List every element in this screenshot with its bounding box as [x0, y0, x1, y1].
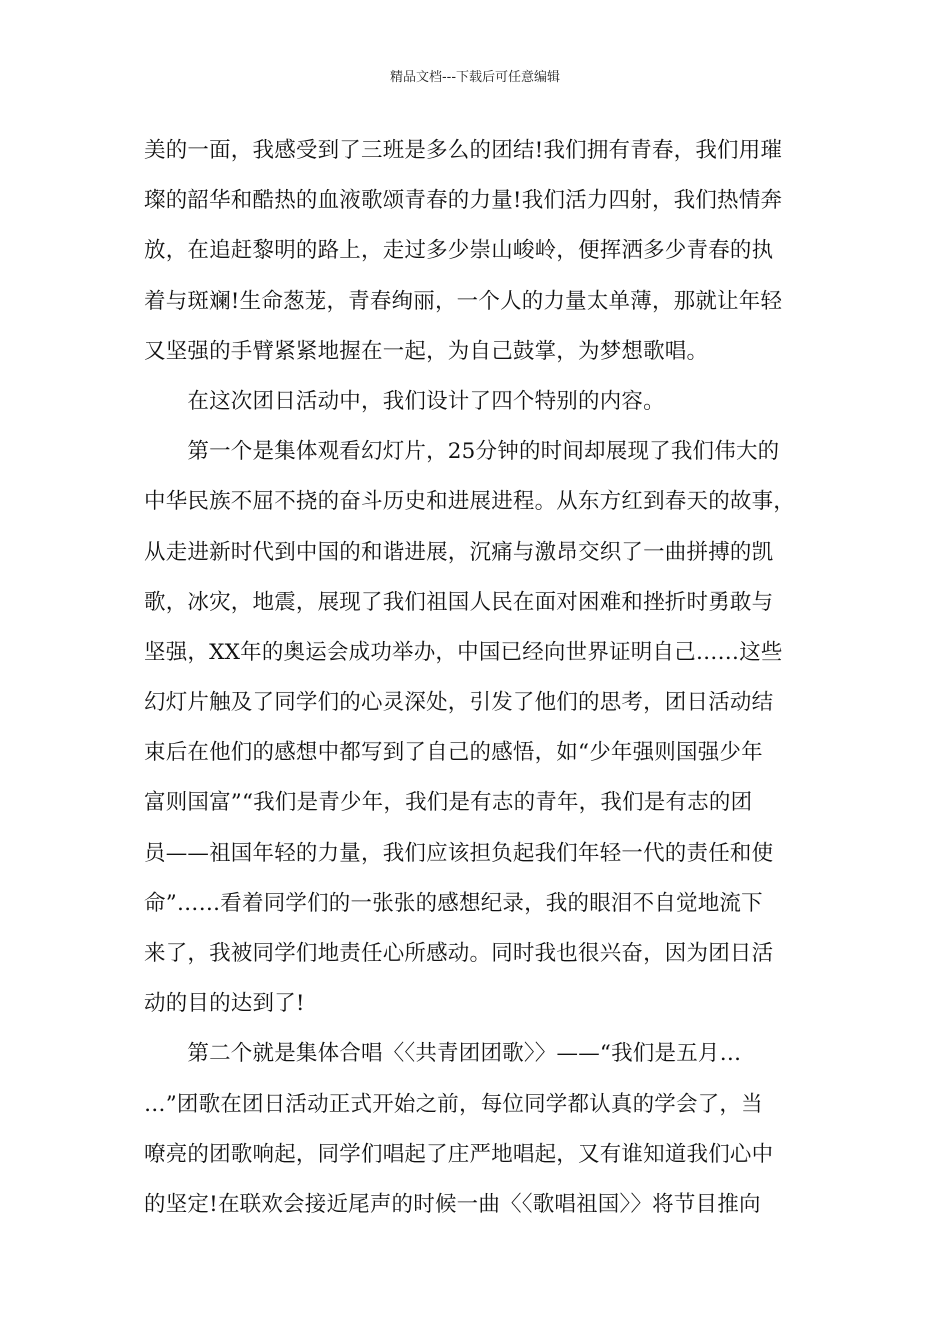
- document-body: [144, 126, 824, 1230]
- text-line: 动的目的达到了!: [144, 991, 305, 1017]
- text-line: 第一个是集体观看幻灯片，25分钟的时间却展现了我们伟大的: [144, 439, 780, 465]
- text-line: 幻灯片触及了同学们的心灵深处，引发了他们的思考，团日活动结: [144, 690, 774, 716]
- text-line: 歌，冰灾，地震，展现了我们祖国人民在面对困难和挫折时勇敢与: [144, 589, 774, 615]
- text-line: 又坚强的手臂紧紧地握在一起，为自己鼓掌，为梦想歌唱。: [144, 338, 709, 364]
- text-line: 坚强，XX年的奥运会成功举办，中国已经向世界证明自己……这些: [144, 639, 783, 665]
- text-line: 来了，我被同学们地责任心所感动。同时我也很兴奋，因为团日活: [144, 941, 774, 966]
- text-line: 第二个就是集体合唱〈〈共青团团歌〉〉——“我们是五月…: [144, 1041, 742, 1067]
- text-line: 美的一面，我感受到了三班是多么的团结!我们拥有青春，我们用璀: [144, 138, 783, 163]
- text-line: 在这次团日活动中，我们设计了四个特别的内容。: [144, 388, 665, 414]
- text-line: 放，在追赶黎明的路上，走过多少崇山峻岭，便挥洒多少青春的执: [144, 238, 774, 264]
- text-line: 嘹亮的团歌响起，同学们唱起了庄严地唱起，又有谁知道我们心中: [144, 1141, 774, 1167]
- text-line: 束后在他们的感想中都写到了自己的感悟，如“少年强则国强少年: [144, 740, 763, 766]
- text-line: 命”……看着同学们的一张张的感想纪录，我的眼泪不自觉地流下: [144, 890, 763, 916]
- text-line: 从走进新时代到中国的和谐进展，沉痛与激昂交织了一曲拼搏的凯: [144, 539, 774, 565]
- text-line: 富则国富”“我们是青少年，我们是有志的青年，我们是有志的团: [144, 790, 753, 816]
- text-line: 的坚定!在联欢会接近尾声的时候一曲〈〈歌唱祖国〉〉将节目推向: [144, 1191, 761, 1217]
- text-line: 着与斑斓!生命葱茏，青春绚丽，一个人的力量太单薄，那就让年轻: [144, 288, 783, 314]
- text-line: 员——祖国年轻的力量，我们应该担负起我们年轻一代的责任和使: [144, 840, 774, 866]
- page-header: 精品文档---下载后可任意编辑: [389, 70, 561, 85]
- text-line: …”团歌在团日活动正式开始之前，每位同学都认真的学会了，当: [144, 1091, 763, 1117]
- text-line: 璨的韶华和酷热的血液歌颂青春的力量!我们活力四射，我们热情奔: [144, 188, 783, 214]
- text-line: 中华民族不屈不挠的奋斗历史和进展进程。从东方红到春天的故事，: [144, 489, 796, 515]
